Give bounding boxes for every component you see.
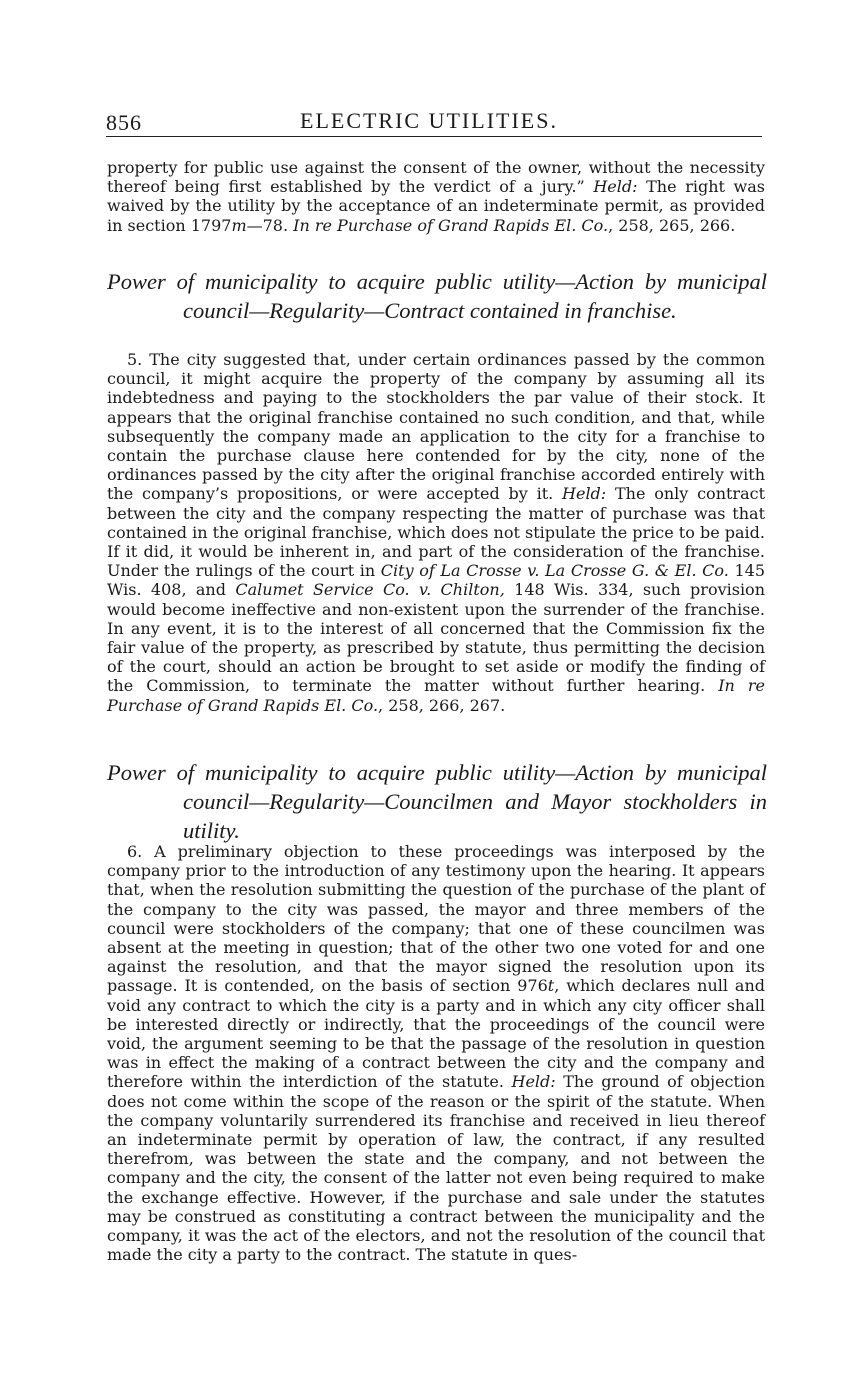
case-citation: In re Purchase of Grand Rapids El. Co. <box>107 676 766 715</box>
held-label: Held: <box>562 484 607 504</box>
para6-text-3: The ground of objection does not come within the scope of the reason or the spirit of the statute. When the company voluntarily surrendered its franchise and received in lieu thereof an indeterminate permit by operation of law, the contract, if any resulted therefrom, was between the state and the company, and not between the company and the city, the consent of the latter not even being required to make the exchange effective. However, if the purchase and sale under the statutes may be construed as constituting a contract between the municipality and the company, it was the act of the electors, and not the resolution of the council that made the city a party to the contract. The statute in ques- <box>107 1072 765 1265</box>
para5-text-3: 145 Wis. 408, and <box>107 561 766 600</box>
page-number: 856 <box>106 110 142 135</box>
para6-text-2: , which declares null and void any contract to which the city is a party and in which any city officer shall be interested directly or indirectly, that the proceedings of the council were void, the argument seeming to be that the passage of the resolution in question was in effect the making of a contract between the city and the company and therefore within the interdiction of the statute. <box>107 976 765 1092</box>
para5-text-5: , 258, 266, 267. <box>378 695 506 715</box>
section-suffix: t <box>547 976 555 996</box>
intro-paragraph <box>107 158 765 235</box>
intro-text-3: —78. <box>246 215 294 235</box>
headnote-2: Power of municipality to acquire public utility—Action by municipal council—Regularity—Councilmen and Mayor stockholders in utility. <box>107 760 767 843</box>
case-citation: Calumet Service Co. v. Chilton, <box>235 580 505 600</box>
para5-text-4: 148 Wis. 334, such provision would become ineffective and non-existent upon the surrender of the franchise. In any event, it is to the interest of all concerned that the Commission fix the fair value of the property, as prescribed by statute, thus permitting the decision of the court, should an action be brought to set aside or modify the finding of the Commission, to terminate the matter without further hearing. <box>107 580 765 696</box>
para6-text-1: 6. A preliminary objection to these proceedings was interposed by the company prior to the introduction of any testimony upon the hearing. It appears that, when the resolution submitting the question of the purchase of the plant of the company to the city was passed, the mayor and three members of the council were stockholders of the company; that one of these councilmen was absent at the meeting in question; that of the other two one voted for and one against the resolution, and that the mayor signed the resolution upon its passage. It is contended, on the basis of section 976 <box>107 842 765 996</box>
intro-text-2: The right was waived by the utility by the acceptance of an indeterminate permit, as provided in section 1797 <box>107 177 766 235</box>
headnote-1: Power of municipality to acquire public utility—Action by municipal council—Regularity—Contract contained in franchise. <box>107 269 767 323</box>
section-suffix: m <box>231 215 247 235</box>
held-label: Held: <box>511 1072 556 1092</box>
para5-text-1: 5. The city suggested that, under certain ordinances passed by the common council, it might acquire the property of the company by assuming all its indebtedness and paying to the stockholders the par value of their stock. It appears that the original franchise contained no such condition, and that, while subsequently the company made an application to the city for a franchise to contain the purchase clause here contended for by the city, none of the ordinances passed by the city after the original franchise accorded entirely with the company’s propositions, or were accepted by it. <box>107 350 765 504</box>
case-citation: In re Purchase of Grand Rapids El. Co. <box>293 215 609 235</box>
case-citation: City of La Crosse v. La Crosse G. & El. Co. <box>380 561 729 581</box>
intro-text-1: property for public use against the consent of the owner, without the necessity thereof being first established by the verdict of a jury.” <box>107 158 765 197</box>
running-title: ELECTRIC UTILITIES. <box>300 108 558 133</box>
paragraph-5 <box>107 350 765 715</box>
held-label: Held: <box>593 177 638 197</box>
para5-text-2: The only contract between the city and the company respecting the matter of purchase was that contained in the original franchise, which does not stipulate the price to be paid. If it did, it would be inherent in, and part of the consideration of the franchise. Under the rulings of the court in <box>107 484 766 581</box>
paragraph-6 <box>107 842 765 1264</box>
intro-text-4: , 258, 265, 266. <box>608 215 736 235</box>
running-head <box>106 106 762 137</box>
